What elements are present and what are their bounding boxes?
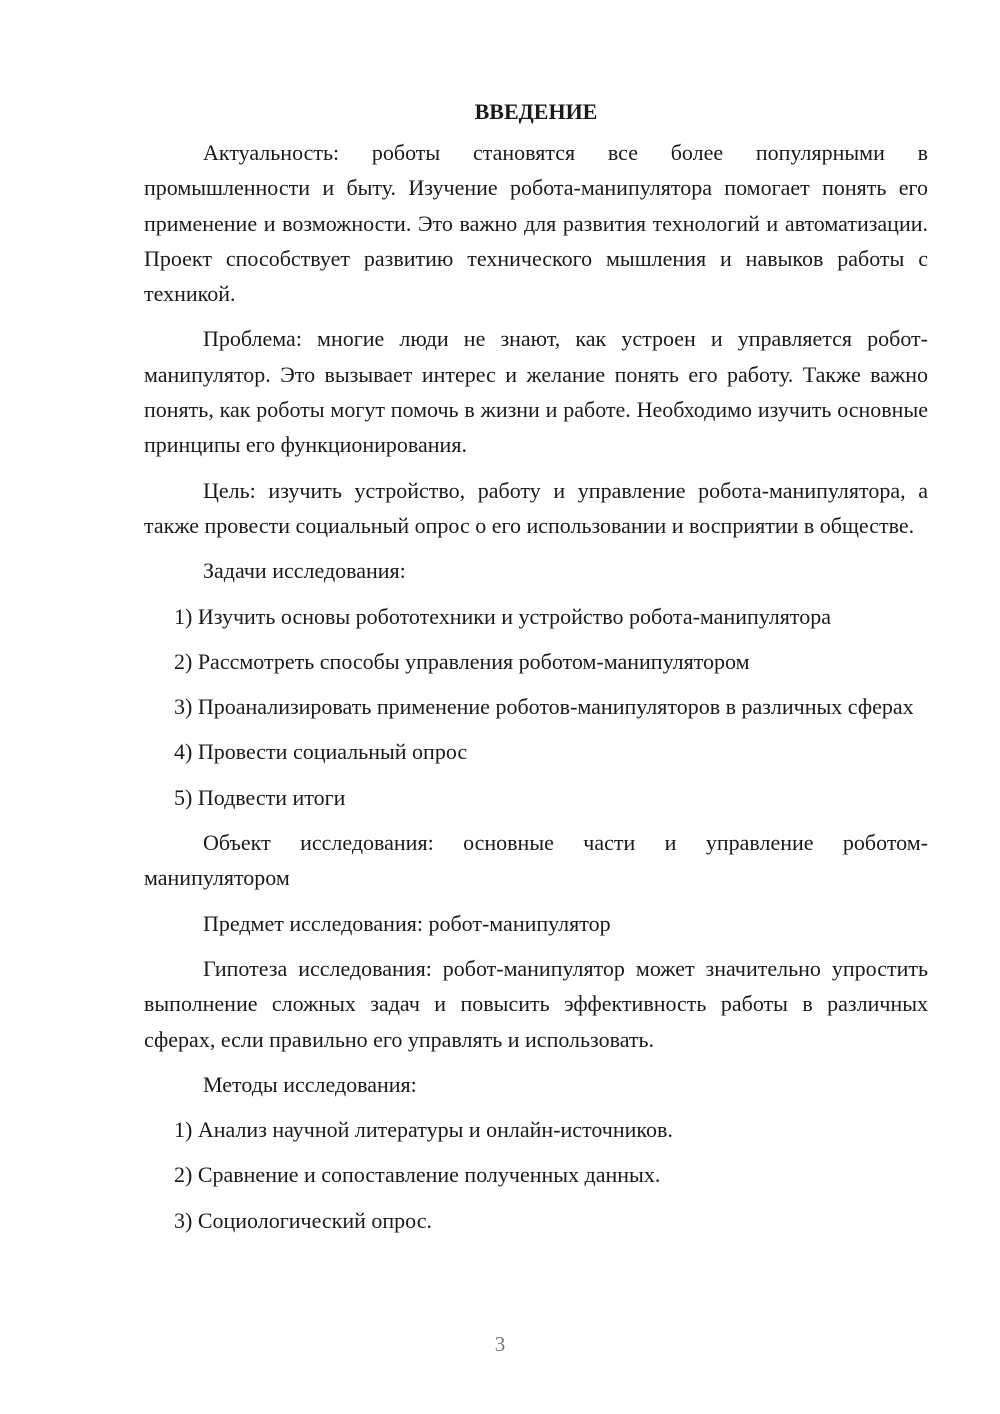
tasks-heading: Задачи исследования: [203,558,406,584]
task-item: 2) Рассмотреть способы управления роботом-манипулятором [174,648,750,674]
method-item: 3) Социологический опрос. [174,1207,432,1233]
section-title: ВВЕДЕНИЕ [474,99,598,124]
method-item: 1) Анализ научной литературы и онлайн-источников. [174,1117,673,1143]
task-item: 4) Провести социальный опрос [174,739,468,765]
object-paragraph: Объект исследования: основные части и управление роботом-манипулятором [144,830,928,891]
methods-heading: Методы исследования: [203,1071,417,1097]
method-item: 2) Сравнение и сопоставление полученных данных. [174,1162,661,1188]
goal-paragraph: Цель: изучить устройство, работу и управление робота-манипулятора, а также провести социальный опрос о его использовании и восприятии в обществе. [144,477,928,538]
relevance-paragraph: Актуальность: роботы становятся все более популярными в промышленности и быту. Изучение робота-манипулятора помогает понять его применение и возможности. Это важно для развития технологий и автоматизации. Проект способствует развитию технического мышления и навыков работы с техникой. [144,140,928,307]
subject-paragraph: Предмет исследования: робот-манипулятор [203,910,611,936]
page-number: 3 [494,1332,506,1356]
hypothesis-paragraph: Гипотеза исследования: робот-манипулятор может значительно упростить выполнение сложных задач и повысить эффективность работы в различных сферах, если правильно его управлять и использовать. [144,955,928,1052]
task-item: 3) Проанализировать применение роботов-манипуляторов в различных сферах [174,694,914,720]
task-item: 5) Подвести итоги [174,784,346,810]
task-item: 1) Изучить основы робототехники и устройство робота-манипулятора [174,603,831,629]
problem-paragraph: Проблема: многие люди не знают, как устроен и управляется робот-манипулятор. Это вызывает интерес и желание понять его работу. Также важно понять, как роботы могут помочь в жизни и работе. Необходимо изучить основные принципы его функционирования. [144,326,928,458]
page-content [144,94,928,1248]
